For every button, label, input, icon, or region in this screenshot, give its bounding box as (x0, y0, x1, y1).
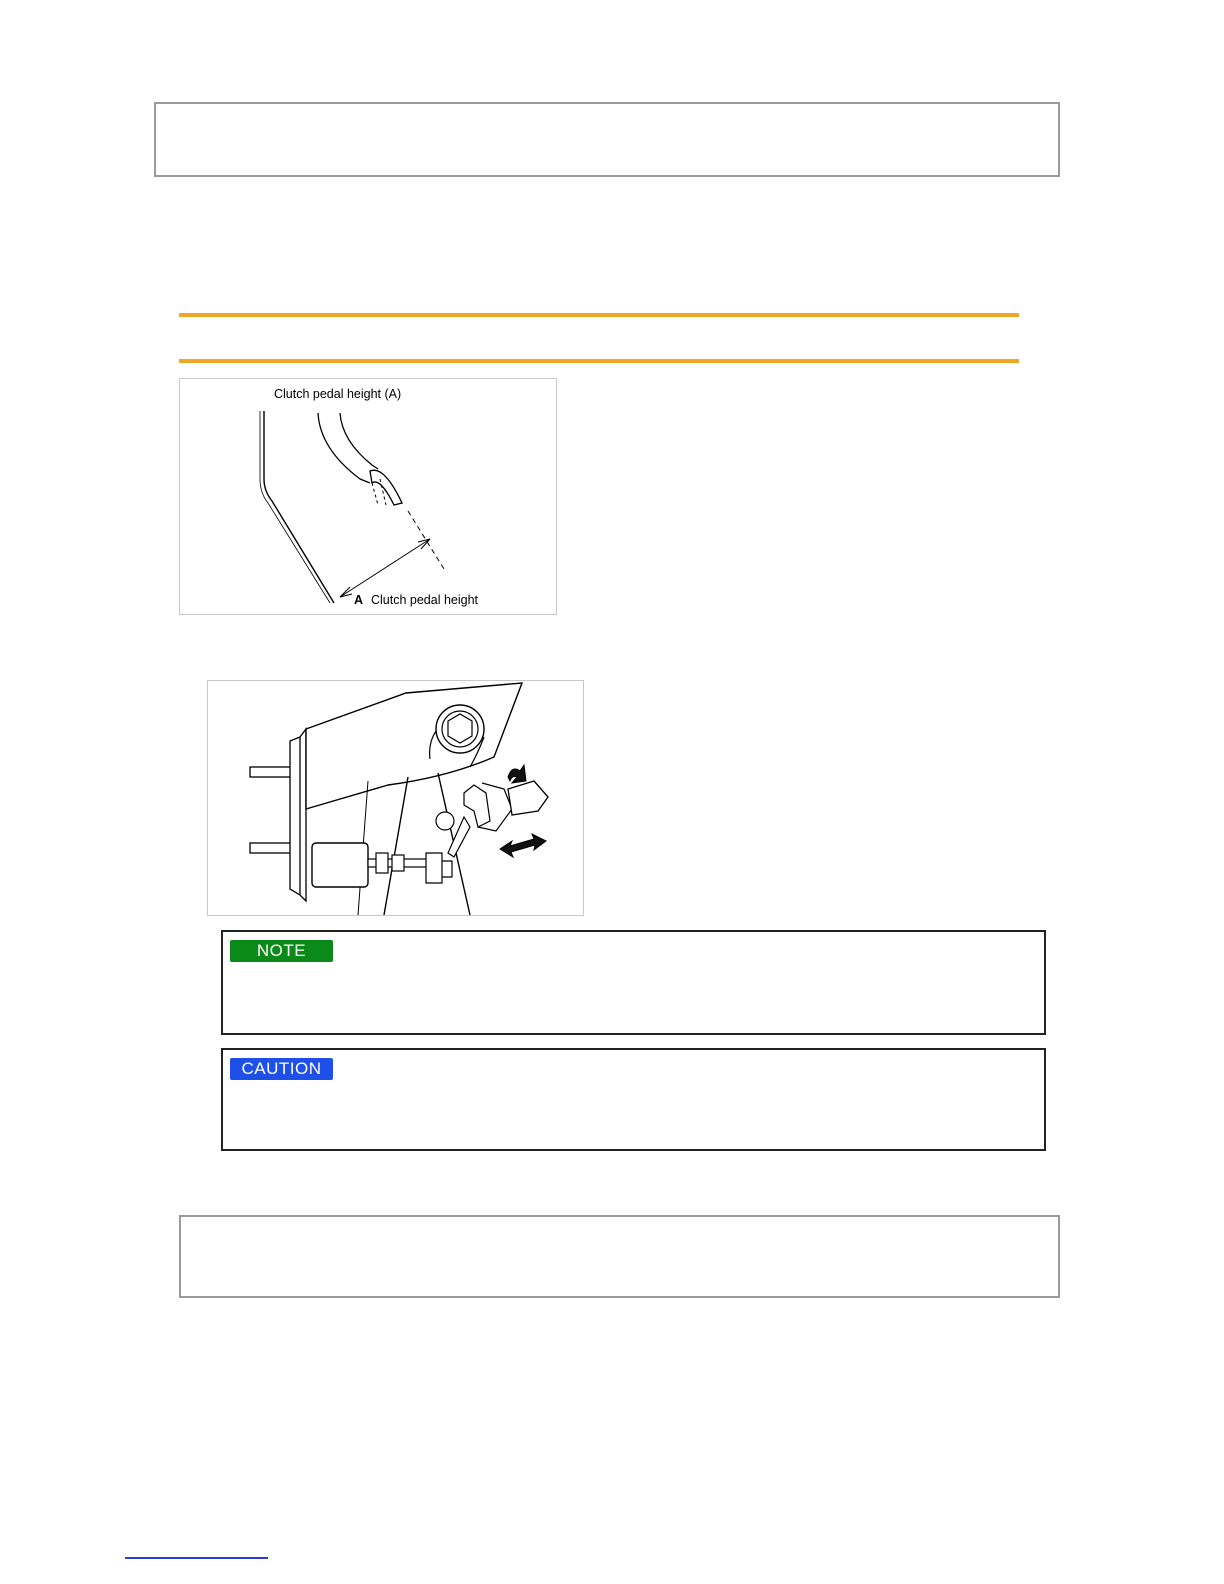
figure-title-label: Clutch pedal height (A) (274, 387, 402, 401)
pedal-adjustment-figure (207, 680, 584, 916)
header-box (154, 102, 1060, 177)
pedal-mechanism-diagram (208, 681, 583, 915)
section-rule-bottom (179, 359, 1019, 363)
caution-badge: CAUTION (230, 1058, 333, 1080)
section-rule-top (179, 313, 1019, 317)
footer-box (179, 1215, 1060, 1298)
caution-box (221, 1048, 1046, 1151)
page-link[interactable] (125, 1557, 268, 1559)
marker-letter: A (354, 593, 364, 607)
clutch-pedal-height-figure (179, 378, 557, 615)
clutch-pedal-diagram (180, 379, 556, 614)
marker-label: Clutch pedal height (371, 593, 479, 607)
note-box (221, 930, 1046, 1035)
note-badge: NOTE (230, 940, 333, 962)
